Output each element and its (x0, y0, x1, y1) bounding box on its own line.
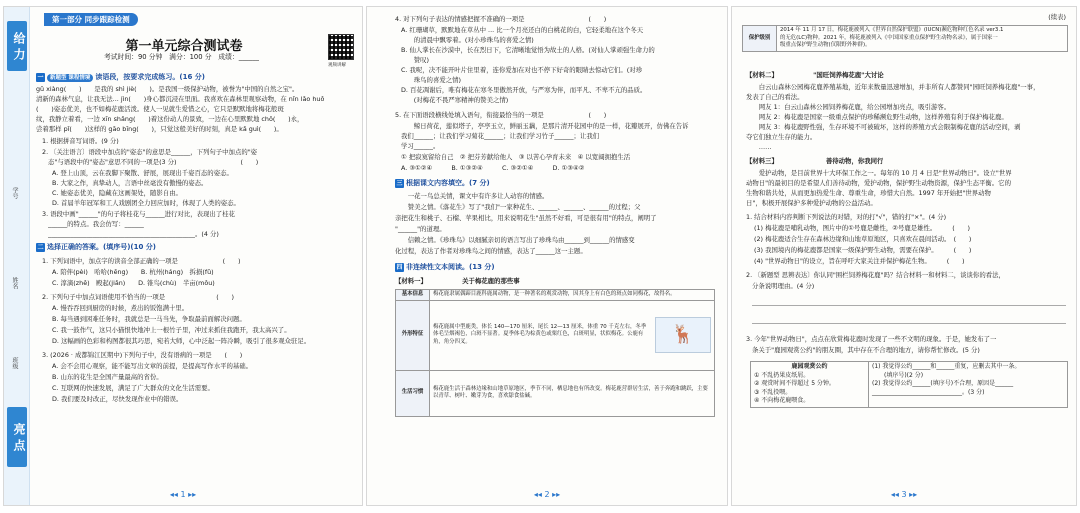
qr-caption: 观频讲解 (328, 63, 346, 68)
passage-line: 日"，积极开展保护多种爱护动物的公益活动。 (746, 199, 877, 207)
judge-item[interactable]: (1) 梅花鹿是哺乳动物，图片中的①号鹿是雌性，②号鹿是雄性。 ( ) (754, 224, 971, 232)
question-text: 1. 结合材料内容判断下列说法的对错，对的打"√"，错的打"×"。(4 分) (746, 213, 947, 221)
page-number: ◂◂ 3 ▸▸ (890, 490, 918, 499)
passage-line: …… (746, 143, 772, 151)
option-text: A. 陪伴(pèi) 哈哈(hēng) B. 杭州(háng) 拆损(fǔ) (52, 268, 214, 276)
qr-code-icon[interactable] (328, 34, 354, 60)
material-one-title: 【材料一】 关于梅花鹿的那些事 (395, 277, 520, 285)
question-text: 3. 今年"世界动物日"，点点在欣赏梅花鹿时发现了一些不文明的现象。于是，她发布了一 (746, 335, 997, 343)
passage-line: 学习______。 (401, 142, 440, 150)
option-text: 的清晨中飘零着。(对小珍珠鸟的喜爱之情) (401, 36, 534, 44)
option-text: 赞叹) (401, 56, 430, 64)
section-banner: 第一部分 同步跟踪检测 (44, 13, 138, 26)
table-row (396, 300, 715, 370)
material-three-title: 【材料三】 善待动物，你我同行 (746, 157, 884, 165)
table-header-cell: 基本信息 (396, 290, 430, 301)
question-text: 1. 下列词语中，加点字的读音全部正确的一项是 ( ) (42, 257, 241, 265)
option-text: D. 百花凋谢后，唯有梅花在寒冬里傲然开放，与严寒为伴，而平凡、不卑不亢的品质。 (401, 86, 647, 94)
page-two (366, 6, 728, 506)
section-one-heading: 一 新题型 课程情境 读语段，按要求完成练习。(16 分) (37, 73, 205, 81)
table-header-cell: 外形特征 (396, 300, 430, 370)
question-text: 1. 根据拼音写词语。(9 分) (42, 137, 119, 145)
question-text: 3. 语段中画"______"的句子将桂花与______进行对比，表现出了桂花 (42, 210, 235, 218)
option-text: A. 红珊瑚草，默默地在草丛中 ... 比一个月亮还白的白桃花的白，它轻柔地在这个冬天 (401, 26, 644, 34)
convention-table (750, 361, 1068, 408)
passage-line: gǔ xiàng( ) 是我的 shì jiè( )。是我国一级保护动物，被誉为"中国的自然之宝"。 (36, 85, 299, 93)
table-row (751, 362, 1068, 408)
question-text: 4. 对下列句子表达的情感把握不准确的一项是 ( ) (395, 15, 607, 23)
table-cell-with-image (430, 300, 715, 370)
passage-line: 亲把花生和桃子、石榴、苹果相比，用来说明花生"虽然不好看，可是很有用"的特点，阐明了 (395, 214, 657, 222)
passage-line: 白云山森林公园梅花鹿养殖基地，近年来数量迅速增加，并非所有人都赞同"园旺饲养梅花鹿"一事， (746, 83, 1040, 91)
passage-line: 尝着那样 pǐ( )这样的 gāo bīng( )，只觉这般美好的时刻，真是 kǎ guì( )。 (36, 125, 283, 133)
table-header-cell: 生活习惯 (396, 370, 430, 416)
table-cell: 梅花鹿生活于森林边缘和山地草原地区，季节不同，栖息地也有所改变。梅花鹿营群居生活，善于奔跑和跳跃，主要以青草、树叶、嫩芽为食，喜欢舔食盐碱。 (430, 370, 715, 416)
passage-line: 网友 3：梅花鹿野性强，生存环境不可被破坏，这样的养殖方式会限制梅花鹿的活动空间，剥 (746, 123, 1021, 131)
option-text: A. ③①②④ B. ①③②④ C. ③②①④ D. ①③④② (401, 164, 585, 172)
question-text: 2. 〔新题型 思辨表达〕你认同"围栏饲养梅花鹿"吗？结合材料一和材料二，谈谈你的看法， (746, 271, 1005, 279)
answer-line[interactable] (752, 305, 1066, 306)
answer-line[interactable] (752, 323, 1066, 324)
side-title-top: 给 力 (7, 21, 27, 71)
continued-label: (续表) (1048, 13, 1066, 21)
side-bar (4, 7, 30, 506)
question-text: 态"与语段中的"姿态"意思不同的一项是(3 分) ( ) (48, 158, 259, 166)
page-number: ◂◂ 2 ▸▸ (533, 490, 561, 499)
passage-line: ( )姿态优美，也不如梅花鹿活泼。使人一见就生爱惜之心，它只是默默地将梅花般斑 (36, 105, 284, 113)
option-text: B. 每当遇到困难任务时，我就总是一马当先，争取最前面解决问题。 (52, 315, 246, 323)
question-text: 5. 在下面语段横线处填入语句，衔接最恰当的一项是 ( ) (395, 111, 607, 119)
passage-line: 生物和谐共处，从而更加热爱生命、尊重生命，珍惜大自然。1997 年开始把"世界动物 (746, 189, 991, 197)
passage-line: 化过程，表达了作者对珍珠鸟之间的情感，表达了______这一主题。 (395, 247, 587, 255)
deer-image-icon: 🦌 (655, 317, 711, 353)
page-three (731, 6, 1077, 506)
deer-info-table (395, 289, 715, 417)
table-cell: 2014 年 11 月 17 日，梅花鹿被列入《世界自然保护联盟》(IUCN)濒危物种红色名录 ver3.1 的无危(LC)物种。2021 年，梅花鹿被列入《中国国家重点保护野生动物名录》，属于国家一 级重点保护野生动物(仅限野外种群)。 (777, 26, 1068, 52)
answer-line[interactable]: ______________________________________________。(4 分) (48, 230, 219, 238)
page-title: 第一单元综合测试卷 (125, 39, 243, 54)
material-two-title: 【材料二】 "国旺饲养梅花鹿"大讨论 (746, 71, 884, 79)
option-text: C. 她姿态优美，隐藏在这画架处，随影自由。 (52, 189, 182, 197)
passage-line: 信赖之情。《珍珠鸟》以细腻亲切的语言写出了珍珠鸟由______到______的情感变 (395, 236, 635, 244)
option-text: A. 登上山顶，云在我脚下聚散、舒展，展现出千姿百态的姿态。 (52, 169, 233, 177)
table-header-cell: 保护级别 (743, 26, 777, 52)
convention-cell: 鹿园观赏公约 ① 不乱扔果皮纸屑。 ② 观赏时间不得超过 5 分钟。 ③ 不乱投喂。 ④ 不向梅花鹿喂食。 (751, 362, 869, 408)
passage-line: 赞美之情。《落花生》写了"我们"一家种花生、______、______、______的过程；父 (395, 203, 641, 211)
option-text: C. 我呢，决不能开叶片住里着，连你爱加在对也不停下好奇的眼睛去惊动它们。(对珍 (401, 66, 643, 74)
table-cell: 梅花鹿属中型鹿类，体长 140—170 厘米，尾长 12—13 厘米，体重 70 千克左右，冬季体毛呈烟褐色，白斑不显著。夏季体毛为棕黄色或栗红色，白斑明显，状似梅花。公鹿有角，角分四叉。 (433, 323, 647, 345)
table-row (396, 290, 715, 301)
passage-line: 发表了自己的看法。 (746, 93, 804, 101)
option-text: A. 慢吞吞回到厨房的时候，煮出的饭饱满十里。 (52, 304, 189, 312)
exam-info: 考试时间：90 分钟 满分：100 分 成绩：______ (104, 53, 260, 61)
passage-line: 网友 2：梅花鹿是国家一级重点保护的珍稀濒危野生动物，这样养殖有利于保护梅花鹿。 (746, 113, 1008, 121)
option-text: B. 山东的花生是全国产量最高的省份。 (52, 373, 163, 381)
question-text: 条关于"鹿园观赏公约"的朋友圈，其中存在不合理的地方，请你帮忙修改。(5 分) (752, 346, 980, 354)
passage-line: 清新的森林气息，让我无法... jìn( )身心都沉浸在里面。我喜欢在森林里观察动物，在 nǐn lǎo huǒ (36, 95, 325, 103)
passage-line: 爱护动物，是目前世界十大环保工作之一。每年的 10 月 4 日是"世界动物日"。设立"世界 (746, 169, 1012, 177)
section-three-heading: 三 根据课文内容填空。(7 分) (396, 179, 490, 187)
judge-item[interactable]: (4) "世界动物日"的设立，旨在呼吁大家关注并保护梅花生物。 ( ) (754, 257, 965, 265)
option-text: D. 我们要及时改正，尽快发现作业中的错误。 (52, 395, 183, 403)
side-label-class: 班级 (11, 357, 18, 369)
passage-line: 网友 1：白云山森林公园饲养梅花鹿，给公园增加亮点，吸引游客。 (746, 103, 951, 111)
option-text: D. 首届羊年冠军和工人戏剧团全力回应加时，体现了人类的姿态。 (52, 199, 240, 207)
question-text: 分条说明理由。(4 分) (752, 282, 815, 290)
judge-item[interactable]: (2) 梅花鹿适合生存在森林边缘和山地草原地区，只喜欢在晨间活动。 ( ) (754, 235, 972, 243)
option-text: B. 大家之作，真挚动人，言语中丝毫没有傲慢的姿态。 (52, 179, 208, 187)
side-title-bottom: 亮 点 (7, 407, 27, 467)
table-row (396, 370, 715, 416)
passage-line: 动物日"的最初目的是希望人们善待动物，爱护动物，保护野生动物资源，保护生态平衡。它的 (746, 179, 1011, 187)
question-text: 2. 下列句子中加点词语使用不恰当的一项是 ( ) (42, 293, 235, 301)
option-text: A. 会不会用心观察，能不能写出文章的前提，是提高写作水平的基础。 (52, 362, 253, 370)
section-four-heading: 四 非连续性文本阅读。(13 分) (396, 263, 495, 271)
page-one (3, 6, 363, 506)
option-text: B. 仙人掌长在沙漠中，长在烈日下，它清晰地觉悟为故土的人格。(对仙人掌顽强生命力的 (401, 46, 655, 54)
table-cell: 梅花鹿隶属偶蹄目鹿科鹿属动物，是一种著名的观赏动物，因其身上有白色的斑点如同梅花，故得名。 (430, 290, 715, 301)
option-text: C. 互联网的快速发展，满足了广大群众的文化生活需要。 (52, 384, 214, 392)
passage-line: 夺它们独立生存的能力。 (746, 133, 817, 141)
option-text: D. 这幅画的色彩和构图都很其巧思，宛若大师，心中泛起一阵冷瞬，吸引了很多观众驻足。 (52, 337, 311, 345)
option-text: C. 淳滴(zhě) 殿起(jiǎn) D. 锥鸟(chù) 半亩(mǒu) (52, 279, 215, 287)
passage-line: 我们______；让我们学习菊花______；让我们学习竹子______；让我们 (401, 132, 600, 140)
side-label-name: 姓名 (11, 277, 18, 289)
conservation-table (742, 25, 1068, 52)
option-text: (对梅花不畏严寒精神的赞美之情) (401, 96, 509, 104)
table-row (743, 26, 1068, 52)
question-text: 3. (2026 · 成都锦江区期中)下列句子中，没有语病的一项是 ( ) (42, 351, 243, 359)
option-text: 珠鸟的喜爱之情) (401, 76, 462, 84)
passage-line: 纹，我静立着看，一边 xīn shǎng( )着这份动人的景致，一边在心里默默地 chǒ( )永， (36, 115, 304, 123)
passage-line: 鲸日荷花，莲似塔子，亭亭玉立，鲜丽玉藕，是那片清开花园中的是一样，花瓣展开，仿佛在告诉 (401, 122, 689, 130)
passage-line: "______"的道理。 (395, 225, 446, 233)
option-text: ① 把寂寞留给自己 ② 把芬芳献给他人 ③ 以苦心孕育未来 ④ 以宽阔拥抱生活 (401, 153, 631, 161)
convention-answer-cell[interactable]: (1) 我觉得公约______和______重复，应删去其中一条。 (填序号)(2 分) (2) 我觉得公约______(填序号)不合理，原因是______ ______________________________。(3 分) (869, 362, 1068, 408)
passage-line: 一花一鸟总关情，课文中有许多让人动容的情感。 (395, 192, 549, 200)
side-label-id: 学号 (11, 187, 18, 199)
page-number: ◂◂ 1 ▸▸ (169, 490, 197, 499)
section-two-heading: 二 选择正确的答案。(填序号)(10 分) (37, 243, 156, 251)
option-text: C. 我一鼓作气，这只小猫恨快地冲上一根竹子里，冲过来抓住我跑开，我太高兴了。 (52, 326, 291, 334)
question-text: 2. 〔关注语言〕语段中加点的"姿态"的意思是______，下列句子中加点的"姿 (42, 148, 258, 156)
judge-item[interactable]: (3) 我国境内的梅花鹿都是国家一级保护野生动物，需要在保护。 ( ) (754, 246, 972, 254)
question-text: ______的特点。我会仿写：______ (48, 220, 144, 228)
